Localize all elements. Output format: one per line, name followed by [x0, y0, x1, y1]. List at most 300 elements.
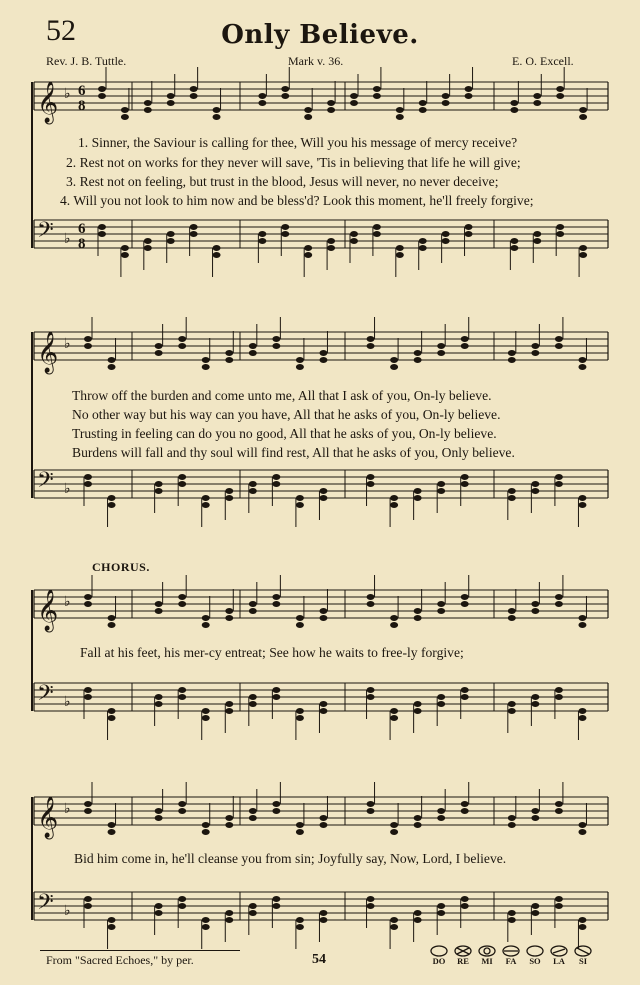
note-head-icon — [555, 474, 563, 480]
note-head-icon — [249, 701, 257, 707]
note-head-icon — [144, 107, 152, 113]
note-head-icon — [510, 107, 518, 113]
note-head-icon — [190, 224, 198, 230]
note-head-icon — [555, 601, 563, 607]
note-head-icon — [272, 808, 280, 814]
note-head-icon — [319, 701, 327, 707]
note-head-icon — [555, 343, 563, 349]
note-head-icon — [367, 808, 375, 814]
verse-3-line-1: 3. Rest not on feeling, but trust in the blood, Jesus will never, no never deceive; — [66, 174, 499, 189]
note-head-icon — [531, 910, 539, 916]
note-head-icon — [414, 615, 422, 621]
note-head-icon — [108, 615, 116, 621]
note-head-icon — [555, 694, 563, 700]
note-head-icon — [84, 694, 92, 700]
note-head-icon — [579, 252, 587, 258]
note-head-icon — [281, 231, 289, 237]
page-number: 54 — [312, 952, 326, 967]
note-head-icon — [155, 601, 163, 607]
note-head-icon — [414, 488, 422, 494]
note-head-icon — [98, 93, 106, 99]
note-head-icon — [258, 93, 266, 99]
note-head-icon — [510, 245, 518, 251]
note-head-icon — [319, 350, 327, 356]
note-head-icon — [272, 694, 280, 700]
note-head-icon — [296, 715, 304, 721]
note-head-icon — [108, 357, 116, 363]
note-head-icon — [461, 694, 469, 700]
footer-rule — [40, 950, 240, 951]
note-head-icon — [437, 903, 445, 909]
note-head-icon — [390, 364, 398, 370]
note-head-icon — [508, 350, 516, 356]
note-head-icon — [578, 715, 586, 721]
note-head-icon — [555, 336, 563, 342]
note-head-icon — [190, 231, 198, 237]
note-head-icon — [367, 343, 375, 349]
note-head-icon — [155, 608, 163, 614]
note-head-icon — [84, 481, 92, 487]
note-head-icon — [202, 917, 210, 923]
key-flat-icon: ♭ — [64, 802, 71, 818]
note-head-icon — [461, 474, 469, 480]
note-head-icon — [272, 601, 280, 607]
note-head-icon — [167, 100, 175, 106]
bass-staff-4 — [34, 890, 608, 949]
note-head-icon — [304, 245, 312, 251]
note-head-icon — [98, 86, 106, 92]
note-head-icon — [533, 100, 541, 106]
note-head-icon — [249, 815, 257, 821]
note-head-icon — [396, 252, 404, 258]
system-2 — [0, 320, 640, 530]
note-head-icon — [178, 601, 186, 607]
note-head-icon — [531, 903, 539, 909]
note-head-icon — [367, 687, 375, 693]
note-head-icon — [84, 903, 92, 909]
note-head-icon — [531, 488, 539, 494]
note-head-icon — [155, 350, 163, 356]
note-head-icon — [414, 495, 422, 501]
note-head-icon — [461, 601, 469, 607]
note-head-icon — [555, 594, 563, 600]
note-head-icon — [319, 910, 327, 916]
note-head-icon — [178, 687, 186, 693]
note-head-icon — [249, 350, 257, 356]
note-head-icon — [258, 238, 266, 244]
note-head-icon — [461, 687, 469, 693]
note-head-icon — [84, 687, 92, 693]
note-head-icon — [225, 708, 233, 714]
note-head-icon — [396, 107, 404, 113]
note-head-icon — [508, 608, 516, 614]
note-head-icon — [178, 594, 186, 600]
note-head-icon — [508, 917, 516, 923]
key-flat-icon: ♭ — [64, 695, 71, 711]
note-head-icon — [84, 474, 92, 480]
note-head-icon — [390, 357, 398, 363]
note-head-icon — [350, 100, 358, 106]
note-head-icon — [190, 93, 198, 99]
note-head-icon — [390, 924, 398, 930]
note-head-icon — [442, 231, 450, 237]
note-head-icon — [225, 701, 233, 707]
note-head-icon — [121, 245, 129, 251]
verse-3-line-2: Trusting in feeling can do you no good, All that he asks of you, On-ly believe. — [72, 426, 497, 441]
note-head-icon — [414, 608, 422, 614]
note-head-icon — [281, 224, 289, 230]
note-head-icon — [98, 224, 106, 230]
note-head-icon — [555, 903, 563, 909]
note-head-icon — [555, 808, 563, 814]
note-head-icon — [414, 708, 422, 714]
note-head-icon — [437, 601, 445, 607]
time-sig-bottom-icon: 8 — [78, 236, 86, 252]
note-head-icon — [461, 481, 469, 487]
note-head-icon — [296, 357, 304, 363]
note-head-icon — [272, 343, 280, 349]
note-head-icon — [178, 694, 186, 700]
note-head-icon — [281, 93, 289, 99]
solfege-si: SI — [578, 956, 588, 966]
note-head-icon — [272, 481, 280, 487]
note-head-icon — [465, 86, 473, 92]
note-head-icon — [414, 910, 422, 916]
note-head-icon — [531, 343, 539, 349]
note-head-icon — [84, 594, 92, 600]
note-head-icon — [108, 708, 116, 714]
note-head-icon — [461, 896, 469, 902]
note-head-icon — [84, 343, 92, 349]
note-head-icon — [304, 252, 312, 258]
note-head-icon — [225, 910, 233, 916]
lyricist-credit: Rev. J. B. Tuttle. — [46, 54, 127, 68]
note-head-icon — [556, 93, 564, 99]
note-head-icon — [461, 594, 469, 600]
verse-4-line-1: 4. Will you not look to him now and be bless'd? Look this moment, he'll freely forgive; — [60, 193, 534, 208]
note-head-icon — [396, 114, 404, 120]
note-head-icon — [556, 231, 564, 237]
note-head-icon — [108, 502, 116, 508]
note-head-icon — [350, 231, 358, 237]
verse-1-line-1: 1. Sinner, the Saviour is calling for thee, Will you his message of mercy receive? — [78, 135, 518, 150]
time-sig-top-icon: 6 — [78, 83, 86, 99]
key-flat-icon: ♭ — [64, 232, 71, 248]
note-head-icon — [465, 93, 473, 99]
note-head-icon — [272, 896, 280, 902]
solfege-re: RE — [457, 956, 469, 966]
note-head-icon — [121, 252, 129, 258]
note-head-icon — [555, 801, 563, 807]
note-head-icon — [202, 924, 210, 930]
key-flat-icon: ♭ — [64, 482, 71, 498]
note-head-icon — [296, 622, 304, 628]
note-head-icon — [108, 622, 116, 628]
note-head-icon — [437, 808, 445, 814]
note-head-icon — [367, 594, 375, 600]
note-head-icon — [390, 495, 398, 501]
note-head-icon — [202, 822, 210, 828]
note-head-icon — [319, 495, 327, 501]
note-head-icon — [414, 701, 422, 707]
note-head-icon — [202, 622, 210, 628]
note-head-icon — [367, 474, 375, 480]
note-head-icon — [414, 357, 422, 363]
note-head-icon — [190, 86, 198, 92]
note-head-icon — [510, 238, 518, 244]
note-head-icon — [202, 615, 210, 621]
note-head-icon — [155, 903, 163, 909]
solfege-fa: FA — [505, 956, 517, 966]
note-head-icon — [508, 815, 516, 821]
note-head-icon — [296, 502, 304, 508]
note-head-icon — [304, 107, 312, 113]
note-head-icon — [121, 114, 129, 120]
note-head-icon — [258, 100, 266, 106]
note-head-icon — [508, 488, 516, 494]
note-head-icon — [296, 924, 304, 930]
bass-clef-icon: 𝄢 — [37, 468, 54, 498]
note-head-icon — [578, 495, 586, 501]
note-head-icon — [437, 343, 445, 349]
note-head-icon — [531, 694, 539, 700]
verse-2-line-2: No other way but his way can you have, All that he asks of you, On-ly believe. — [72, 407, 501, 422]
note-head-icon — [442, 93, 450, 99]
note-head-icon — [296, 364, 304, 370]
note-head-icon — [155, 815, 163, 821]
note-head-icon — [225, 357, 233, 363]
verse-4-line-2: Burdens will fall and thy soul will find rest, All that he asks of you, Only believe. — [72, 445, 515, 460]
note-head-icon — [508, 357, 516, 363]
note-head-icon — [373, 86, 381, 92]
note-head-icon — [367, 801, 375, 807]
bass-clef-icon: 𝄢 — [37, 681, 54, 711]
note-head-icon — [419, 100, 427, 106]
note-head-icon — [533, 93, 541, 99]
note-head-icon — [84, 601, 92, 607]
note-head-icon — [213, 252, 221, 258]
solfege-legend — [428, 944, 598, 974]
note-head-icon — [202, 715, 210, 721]
solfege-mi: MI — [481, 956, 493, 966]
note-head-icon — [461, 801, 469, 807]
note-head-icon — [225, 917, 233, 923]
note-head-icon — [350, 238, 358, 244]
note-head-icon — [367, 896, 375, 902]
note-head-icon — [319, 815, 327, 821]
note-head-icon — [144, 238, 152, 244]
note-head-icon — [465, 231, 473, 237]
note-head-icon — [296, 708, 304, 714]
note-head-icon — [437, 815, 445, 821]
note-head-icon — [272, 336, 280, 342]
note-head-icon — [442, 238, 450, 244]
note-head-icon — [225, 608, 233, 614]
note-head-icon — [508, 910, 516, 916]
note-head-icon — [350, 93, 358, 99]
note-head-icon — [155, 808, 163, 814]
note-head-icon — [249, 903, 257, 909]
note-head-icon — [555, 481, 563, 487]
note-head-icon — [98, 231, 106, 237]
note-head-icon — [144, 245, 152, 251]
note-head-icon — [178, 336, 186, 342]
note-head-icon — [167, 238, 175, 244]
note-head-icon — [202, 495, 210, 501]
note-head-icon — [202, 502, 210, 508]
note-head-icon — [396, 245, 404, 251]
note-head-icon — [442, 100, 450, 106]
key-flat-icon: ♭ — [64, 904, 71, 920]
note-head-icon — [373, 231, 381, 237]
note-head-icon — [178, 481, 186, 487]
note-head-icon — [578, 502, 586, 508]
note-head-icon — [531, 608, 539, 614]
note-head-icon — [84, 808, 92, 814]
note-head-icon — [202, 357, 210, 363]
note-head-icon — [327, 238, 335, 244]
note-head-icon — [578, 357, 586, 363]
note-head-icon — [202, 829, 210, 835]
note-head-icon — [155, 488, 163, 494]
note-head-icon — [578, 924, 586, 930]
note-head-icon — [419, 107, 427, 113]
note-head-icon — [437, 701, 445, 707]
solfege-la: LA — [553, 956, 565, 966]
note-head-icon — [213, 245, 221, 251]
note-head-icon — [319, 917, 327, 923]
note-head-icon — [272, 474, 280, 480]
note-head-icon — [327, 100, 335, 106]
bass-clef-icon: 𝄢 — [37, 218, 54, 248]
source-note: From "Sacred Echoes," by per. — [46, 953, 194, 967]
note-head-icon — [437, 608, 445, 614]
note-head-icon — [437, 350, 445, 356]
note-head-icon — [531, 481, 539, 487]
note-head-icon — [213, 114, 221, 120]
system-4 — [0, 782, 640, 952]
note-head-icon — [327, 107, 335, 113]
note-head-icon — [225, 822, 233, 828]
verse-1-line-2: Throw off the burden and come unto me, All that I ask of you, On-ly believe. — [72, 388, 492, 403]
note-head-icon — [249, 694, 257, 700]
note-head-icon — [556, 86, 564, 92]
note-head-icon — [249, 808, 257, 814]
scripture-reference: Mark v. 36. — [288, 54, 344, 68]
note-head-icon — [578, 364, 586, 370]
note-head-icon — [578, 829, 586, 835]
note-head-icon — [121, 107, 129, 113]
key-flat-icon: ♭ — [64, 87, 71, 103]
treble-clef-icon: 𝄞 — [37, 332, 59, 373]
note-head-icon — [155, 343, 163, 349]
note-head-icon — [555, 687, 563, 693]
note-head-icon — [108, 715, 116, 721]
treble-staff-1 — [34, 67, 608, 124]
note-head-icon — [508, 495, 516, 501]
note-head-icon — [578, 917, 586, 923]
chorus-label: CHORUS. — [92, 560, 150, 574]
bass-staff-3 — [34, 681, 608, 740]
note-head-icon — [414, 815, 422, 821]
note-head-icon — [225, 615, 233, 621]
note-head-icon — [437, 694, 445, 700]
note-head-icon — [319, 608, 327, 614]
note-head-icon — [531, 808, 539, 814]
note-head-icon — [296, 829, 304, 835]
note-head-icon — [249, 910, 257, 916]
note-head-icon — [419, 238, 427, 244]
note-head-icon — [108, 364, 116, 370]
note-head-icon — [178, 808, 186, 814]
note-head-icon — [319, 708, 327, 714]
note-head-icon — [155, 910, 163, 916]
note-head-icon — [249, 608, 257, 614]
note-head-icon — [319, 822, 327, 828]
note-head-icon — [296, 917, 304, 923]
chorus-line-1: Fall at his feet, his mer-cy entreat; See how he waits to free-ly forgive; — [80, 645, 464, 660]
note-head-icon — [390, 622, 398, 628]
bass-staff-2 — [34, 468, 608, 527]
time-sig-top-icon: 6 — [78, 221, 86, 237]
note-head-icon — [304, 114, 312, 120]
note-head-icon — [419, 245, 427, 251]
verse-2-line-1: 2. Rest not on works for they never will save, 'Tis in believing that life he will give; — [66, 155, 521, 170]
bass-staff-1 — [34, 218, 608, 277]
note-head-icon — [367, 601, 375, 607]
note-head-icon — [272, 687, 280, 693]
note-head-icon — [390, 715, 398, 721]
note-head-icon — [390, 917, 398, 923]
note-head-icon — [533, 238, 541, 244]
note-head-icon — [508, 708, 516, 714]
note-head-icon — [296, 615, 304, 621]
note-head-icon — [178, 801, 186, 807]
note-head-icon — [437, 488, 445, 494]
note-head-icon — [84, 336, 92, 342]
note-head-icon — [508, 822, 516, 828]
note-head-icon — [327, 245, 335, 251]
note-head-icon — [461, 343, 469, 349]
note-head-icon — [319, 615, 327, 621]
note-head-icon — [390, 822, 398, 828]
note-head-icon — [367, 903, 375, 909]
note-head-icon — [108, 917, 116, 923]
treble-clef-icon: 𝄞 — [37, 82, 59, 123]
solfege-so: SO — [529, 956, 541, 966]
note-head-icon — [296, 495, 304, 501]
note-head-icon — [249, 601, 257, 607]
treble-staff-3 — [34, 575, 608, 632]
note-head-icon — [437, 910, 445, 916]
note-head-icon — [531, 601, 539, 607]
note-head-icon — [367, 481, 375, 487]
note-head-icon — [249, 488, 257, 494]
key-flat-icon: ♭ — [64, 595, 71, 611]
key-flat-icon: ♭ — [64, 337, 71, 353]
composer-credit: E. O. Excell. — [512, 54, 574, 68]
note-head-icon — [390, 615, 398, 621]
note-head-icon — [461, 336, 469, 342]
hymn-number: 52 — [46, 14, 76, 47]
note-head-icon — [367, 336, 375, 342]
note-head-icon — [319, 357, 327, 363]
note-head-icon — [178, 343, 186, 349]
note-head-icon — [510, 100, 518, 106]
treble-clef-icon: 𝄞 — [37, 590, 59, 631]
note-head-icon — [533, 231, 541, 237]
note-head-icon — [258, 231, 266, 237]
